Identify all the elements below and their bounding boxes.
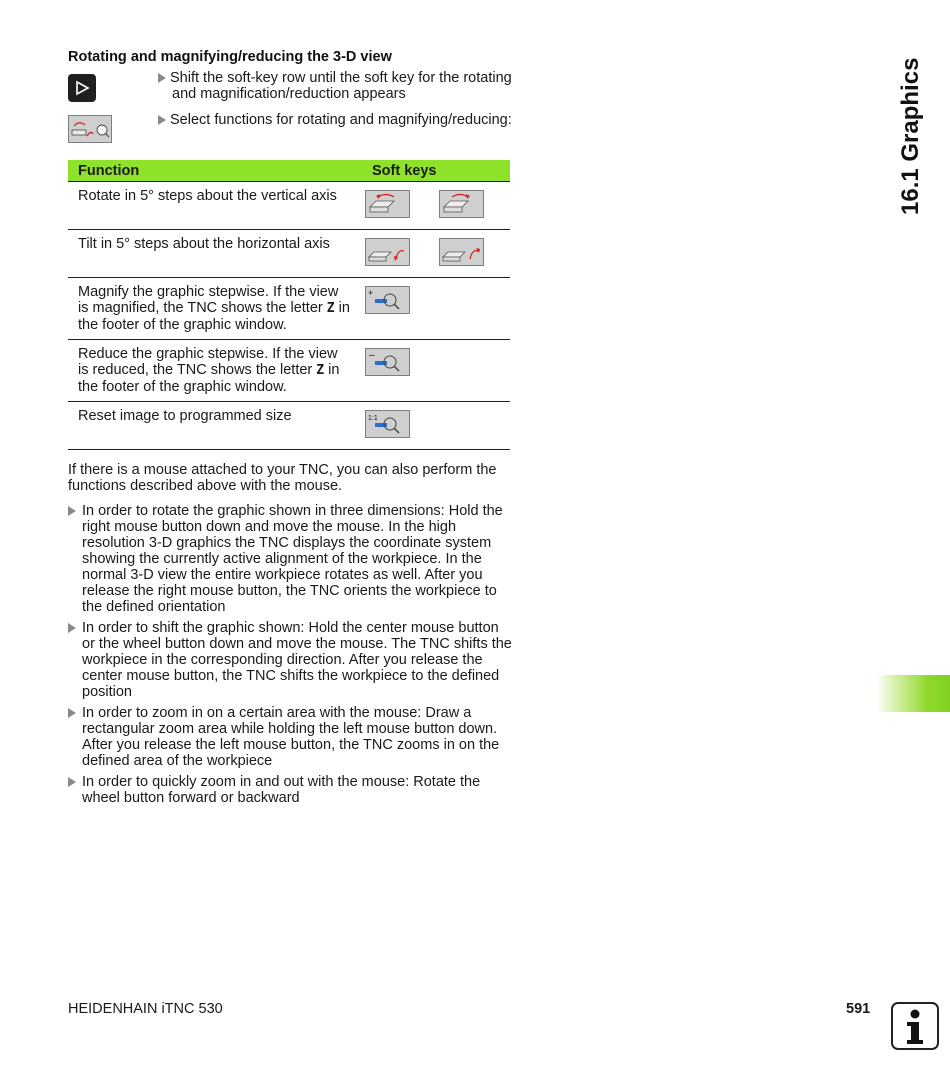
table-row	[68, 182, 510, 230]
rotate-vertical-left-icon[interactable]	[365, 190, 410, 218]
rotate-magnify-softkey-icon[interactable]	[68, 115, 112, 143]
row-description: Reset image to programmed size	[68, 402, 362, 450]
row-description: Rotate in 5° steps about the vertical axis	[68, 182, 362, 230]
list-item-text: In order to shift the graphic shown: Hold the center mouse button or the wheel button down and move the mouse. The TNC shifts the workpiece in the corresponding direction. After you release the center mouse button, the TNC shifts the workpiece to the defined position	[82, 620, 512, 700]
rotate-magnify-graphic	[69, 116, 111, 142]
letter-z: Z	[316, 363, 325, 378]
chapter-tab-marker	[876, 675, 950, 712]
step-text: Select functions for rotating and magnifying/reducing:	[170, 112, 512, 128]
bullet-arrow-icon	[158, 73, 166, 83]
row-soft-keys	[362, 340, 510, 402]
list-item-text: In order to rotate the graphic shown in three dimensions: Hold the right mouse button down and move the mouse. In the high resolution 3-D graphics the TNC displays the coordinate system showing the currently active alignment of the workpiece. In the normal 3-D view the entire workpiece rotates as well. After you release the right mouse button, the TNC orients the workpiece to the defined orientation	[82, 503, 503, 615]
row-soft-keys	[362, 278, 510, 340]
row-soft-keys	[362, 402, 510, 450]
row-description	[68, 278, 362, 340]
bullet-arrow-icon	[68, 708, 76, 718]
bullet-arrow-icon	[68, 623, 76, 633]
table-row	[68, 402, 510, 450]
play-triangle-icon	[74, 80, 90, 96]
bullet-arrow-icon	[68, 777, 76, 787]
step-select-functions	[158, 112, 518, 128]
header-soft-keys: Soft keys	[362, 160, 510, 182]
row-text-pre: Magnify the graphic stepwise. If the view is magnified, the TNC shows the letter	[78, 284, 339, 316]
rotate-vertical-right-icon[interactable]	[439, 190, 484, 218]
list-item	[68, 774, 513, 806]
table-row	[68, 278, 510, 340]
header-function: Function	[68, 160, 362, 182]
tilt-horizontal-down-icon[interactable]	[365, 238, 410, 266]
list-item-text: In order to quickly zoom in and out with the mouse: Rotate the wheel button forward or backward	[82, 774, 481, 806]
bullet-arrow-icon	[68, 506, 76, 516]
play-softkey-icon[interactable]	[68, 74, 96, 102]
svg-text:–: –	[369, 350, 375, 361]
step-shift-softkey	[158, 70, 518, 102]
list-item	[68, 620, 513, 700]
row-soft-keys	[362, 182, 510, 230]
list-item	[68, 705, 513, 769]
list-item	[68, 503, 513, 615]
step-text-line1: Shift the soft-key row until the soft key for the rotating	[170, 70, 512, 86]
row-text-pre: Reduce the graphic stepwise. If the view is reduced, the TNC shows the letter	[78, 346, 338, 378]
letter-z: Z	[326, 301, 335, 316]
chapter-side-title: 16.1 Graphics	[897, 57, 924, 215]
reduce-minus-icon[interactable]	[365, 348, 410, 376]
row-description	[68, 340, 362, 402]
list-item-text: In order to zoom in on a certain area with the mouse: Draw a rectangular zoom area while holding the left mouse button down. After you release the left mouse button, the TNC zooms in on the defined area of the workpiece	[82, 705, 500, 769]
tilt-horizontal-up-icon[interactable]	[439, 238, 484, 266]
bullet-arrow-icon	[158, 115, 166, 125]
info-icon	[891, 1002, 939, 1050]
mouse-intro-paragraph: If there is a mouse attached to your TNC, you can also perform the functions described above with the mouse.	[68, 462, 497, 494]
row-description: Tilt in 5° steps about the horizontal axis	[68, 230, 362, 278]
row-soft-keys	[362, 230, 510, 278]
table-row	[68, 230, 510, 278]
row-text-post: in the footer of the graphic window.	[78, 300, 350, 333]
page-number: 591	[846, 1001, 871, 1017]
mouse-bullet-list	[68, 503, 513, 811]
table-row	[68, 340, 510, 402]
reset-1-1-icon[interactable]	[365, 410, 410, 438]
function-table	[68, 160, 510, 450]
section-heading: Rotating and magnifying/reducing the 3-D view	[68, 49, 392, 65]
magnify-plus-icon[interactable]	[365, 286, 410, 314]
step-text-line2: and magnification/reduction appears	[172, 86, 406, 102]
svg-text:1:1: 1:1	[368, 415, 378, 422]
footer-product-name: HEIDENHAIN iTNC 530	[68, 1001, 223, 1017]
row-text-post: in the footer of the graphic window.	[78, 362, 340, 395]
svg-text:+: +	[368, 288, 374, 298]
